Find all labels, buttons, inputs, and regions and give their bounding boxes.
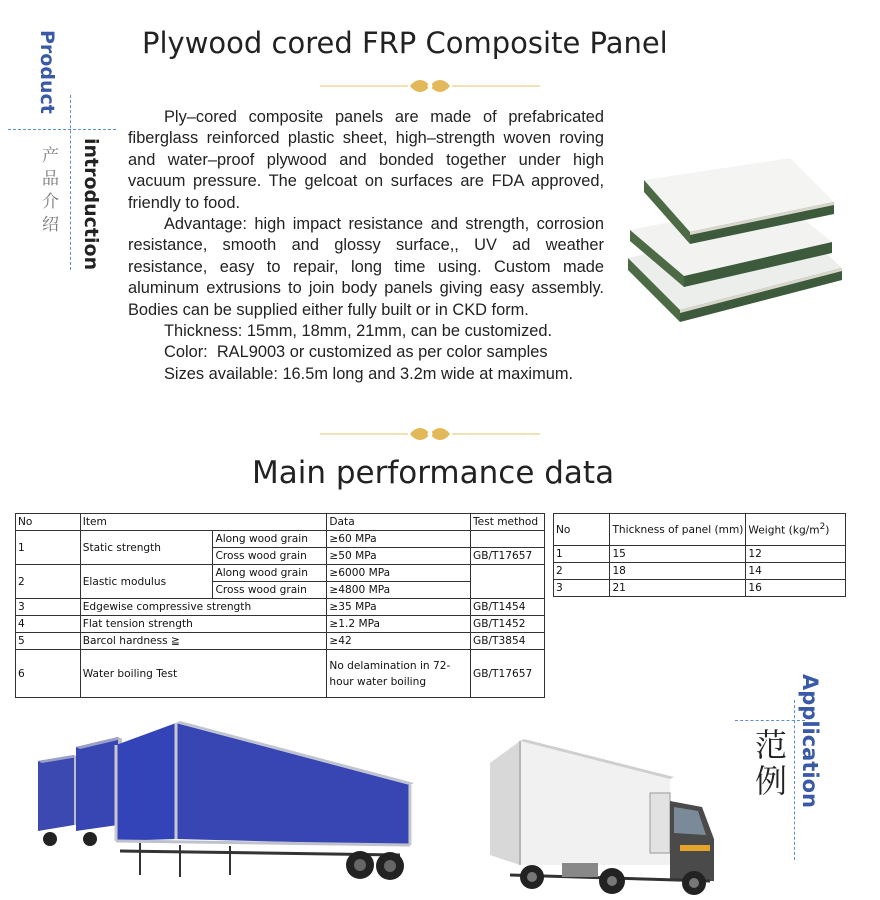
row-subitem: Along wood grain <box>213 531 327 548</box>
application-chinese-label: 范例 <box>750 728 788 800</box>
row-data: ≥50 MPa <box>327 548 471 565</box>
label-divider-horizontal <box>8 129 116 130</box>
table-row <box>16 616 545 633</box>
intro-text <box>128 107 604 385</box>
row-data: ≥35 MPa <box>327 599 471 616</box>
row-no: 2 <box>554 563 610 580</box>
box-truck-image <box>470 735 725 895</box>
performance-data-table <box>15 513 545 698</box>
header-data: Data <box>327 514 471 531</box>
row-data: ≥1.2 MPa <box>327 616 471 633</box>
table-row <box>16 565 545 582</box>
composite-panel-image <box>620 150 850 350</box>
row-method <box>471 565 545 599</box>
header-test-method: Test method <box>471 514 545 531</box>
table-row <box>16 599 545 616</box>
introduction-label: introduction <box>80 138 102 271</box>
table-header-row <box>16 514 545 531</box>
row-no: 3 <box>554 580 610 597</box>
row-method: GB/T17657 <box>471 650 545 698</box>
table-row <box>554 546 846 563</box>
row-item: Flat tension strength <box>80 616 327 633</box>
application-divider-vertical <box>794 700 795 860</box>
section-title: Main performance data <box>252 455 615 491</box>
header-thickness: Thickness of panel (mm) <box>610 514 746 546</box>
row-method: GB/T3854 <box>471 633 545 650</box>
header-no: No <box>16 514 81 531</box>
row-thickness: 21 <box>610 580 746 597</box>
row-no: 5 <box>16 633 81 650</box>
row-no: 1 <box>554 546 610 563</box>
table-row <box>554 563 846 580</box>
row-thickness: 15 <box>610 546 746 563</box>
intro-paragraph-1: Ply–cored composite panels are made of prefabricated fiberglass reinforced plastic sheet, high–strength woven roving and water–proof plywood and bonded together under high vacuum pressure. The gelcoat on surfaces are FDA approved, friendly to food. <box>128 108 604 212</box>
row-no: 2 <box>16 565 81 599</box>
row-no: 4 <box>16 616 81 633</box>
ornament-divider-top <box>320 76 540 96</box>
row-item: Static strength <box>80 531 213 565</box>
page-title: Plywood cored FRP Composite Panel <box>142 26 668 60</box>
row-method: GB/T1452 <box>471 616 545 633</box>
table-row <box>16 650 545 698</box>
table-header-row <box>554 514 846 546</box>
table-row <box>16 531 545 548</box>
row-weight: 16 <box>746 580 846 597</box>
intro-paragraph-advantage: Advantage: high impact resistance and strength, corrosion resistance, smooth and glossy surface,, UV ad weather resistance, easy to repair, long time using. Custom made aluminum extrusions to join body panels giving easy assembly. Bodies can be supplied either fully built or in CKD form. <box>128 215 604 319</box>
row-subitem: Along wood grain <box>213 565 327 582</box>
row-no: 6 <box>16 650 81 698</box>
trailer-truck-image <box>30 715 420 895</box>
row-data: No delamination in 72-hour water boiling <box>327 650 471 698</box>
application-label: Application <box>798 674 822 808</box>
ornament-divider-middle <box>320 424 540 444</box>
table-row <box>554 580 846 597</box>
row-method: GB/T17657 <box>471 548 545 565</box>
row-no: 3 <box>16 599 81 616</box>
product-label: Product <box>36 30 58 114</box>
intro-paragraph-color: Color: RAL9003 or customized as per color samples <box>164 343 548 362</box>
row-data: ≥42 <box>327 633 471 650</box>
header-no: No <box>554 514 610 546</box>
row-no: 1 <box>16 531 81 565</box>
row-item: Water boiling Test <box>80 650 327 698</box>
row-method: GB/T1454 <box>471 599 545 616</box>
row-subitem: Cross wood grain <box>213 582 327 599</box>
product-intro-chinese-label: 产品介绍 <box>38 146 58 238</box>
header-item: Item <box>80 514 327 531</box>
label-divider-vertical <box>70 95 71 270</box>
header-weight: Weight $(kg/m^2)$ <box>746 514 846 546</box>
table-row <box>16 633 545 650</box>
row-weight: 14 <box>746 563 846 580</box>
panel-weight-table <box>553 513 846 597</box>
row-data: ≥6000 MPa <box>327 565 471 582</box>
row-item: Barcol hardness ≧ <box>80 633 327 650</box>
row-item: Edgewise compressive strength <box>80 599 327 616</box>
row-weight: 12 <box>746 546 846 563</box>
row-thickness: 18 <box>610 563 746 580</box>
row-subitem: Cross wood grain <box>213 548 327 565</box>
row-item: Elastic modulus <box>80 565 213 599</box>
row-data: ≥60 MPa <box>327 531 471 548</box>
intro-paragraph-sizes: Sizes available: 16.5m long and 3.2m wide at maximum. <box>164 364 574 383</box>
intro-paragraph-thickness: Thickness: 15mm, 18mm, 21mm, can be customized. <box>164 322 553 341</box>
row-data: ≥4800 MPa <box>327 582 471 599</box>
